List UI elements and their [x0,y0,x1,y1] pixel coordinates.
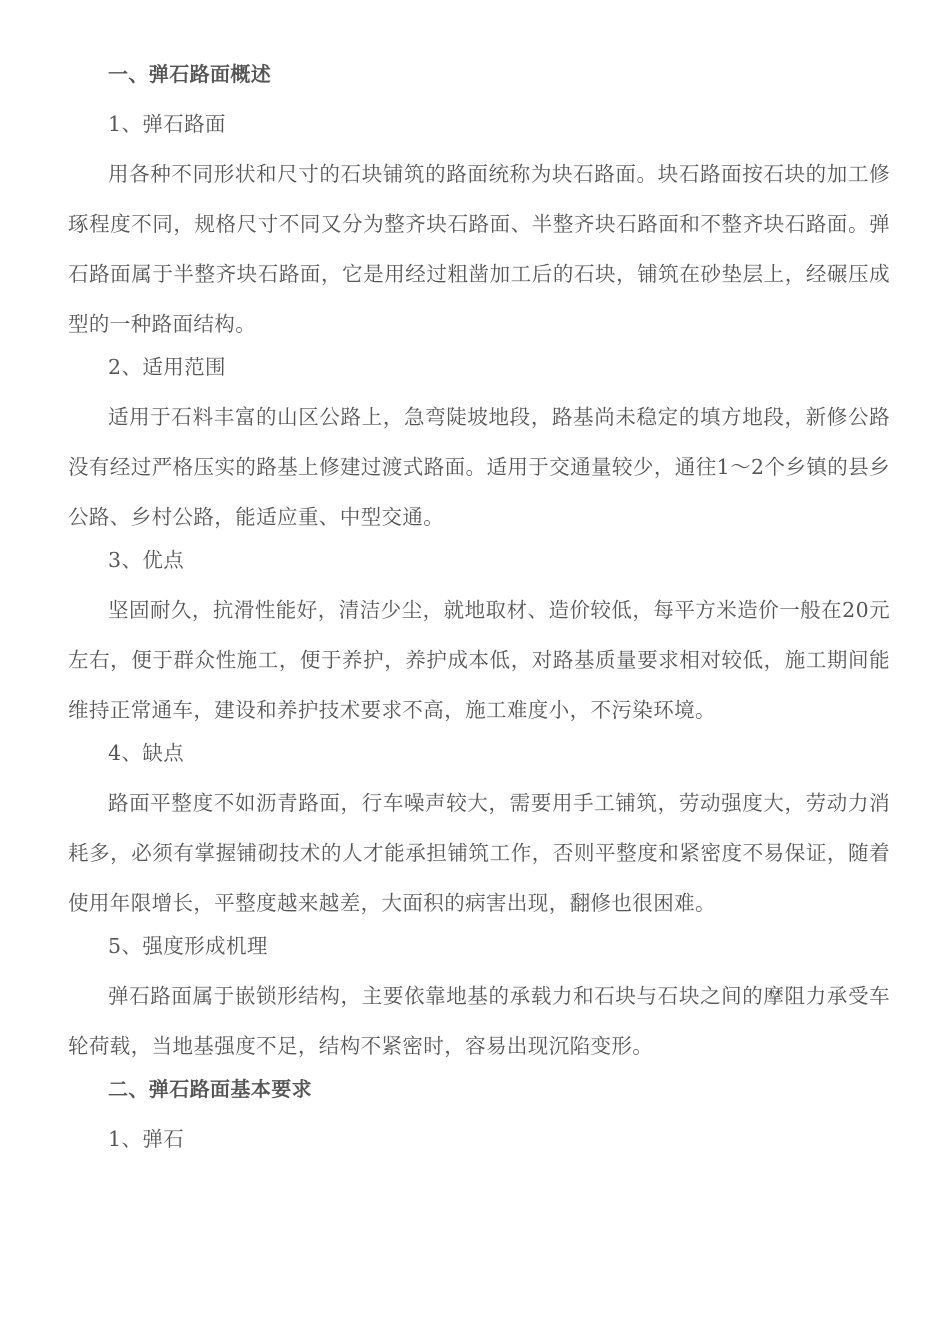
paragraph-pavement: 用各种不同形状和尺寸的石块铺筑的路面统称为块石路面。块石路面按石块的加工修琢程度不同，规格尺寸不同又分为整齐块石路面、半整齐块石路面和不整齐块石路面。弹石路面属于半整齐块石路面，它是用经过粗凿加工后的石块，铺筑在砂垫层上，经碾压成型的一种路面结构。 [68,162,890,336]
paragraph-mechanism: 弹石路面属于嵌锁形结构，主要依靠地基的承载力和石块与石块之间的摩阻力承受车轮荷载，当地基强度不足，结构不紧密时，容易出现沉陷变形。 [68,984,890,1058]
subheading-scope: 2、适用范围 [108,355,226,379]
paragraph-advantages: 坚固耐久，抗滑性能好，清洁少尘，就地取材、造价较低，每平方米造价一般在20元左右，便于群众性施工，便于养护，养护成本低，对路基质量要求相对较低，施工期间能维持正常通车，建设和养护技术要求不高，施工难度小，不污染环境。 [68,598,890,722]
document-body [68,56,890,1171]
section-heading-1: 一、弹石路面概述 [108,62,272,86]
section-heading-2: 二、弹石路面基本要求 [108,1077,312,1101]
paragraph-disadvantages: 路面平整度不如沥青路面，行车噪声较大，需要用手工铺筑，劳动强度大，劳动力消耗多，必须有掌握铺砌技术的人才能承担铺筑工作，否则平整度和紧密度不易保证，随着使用年限增长，平整度越来越差，大面积的病害出现，翻修也很困难。 [68,791,890,915]
subheading-advantages: 3、优点 [108,548,185,572]
subheading-disadvantages: 4、缺点 [108,741,185,765]
subheading-mechanism: 5、强度形成机理 [108,934,268,958]
subheading-pavement: 1、弹石路面 [108,112,226,136]
subheading-stone: 1、弹石 [108,1127,185,1151]
paragraph-scope: 适用于石料丰富的山区公路上，急弯陡坡地段，路基尚未稳定的填方地段，新修公路没有经过严格压实的路基上修建过渡式路面。适用于交通量较少，通往1～2个乡镇的县乡公路、乡村公路，能适应重、中型交通。 [68,405,890,529]
